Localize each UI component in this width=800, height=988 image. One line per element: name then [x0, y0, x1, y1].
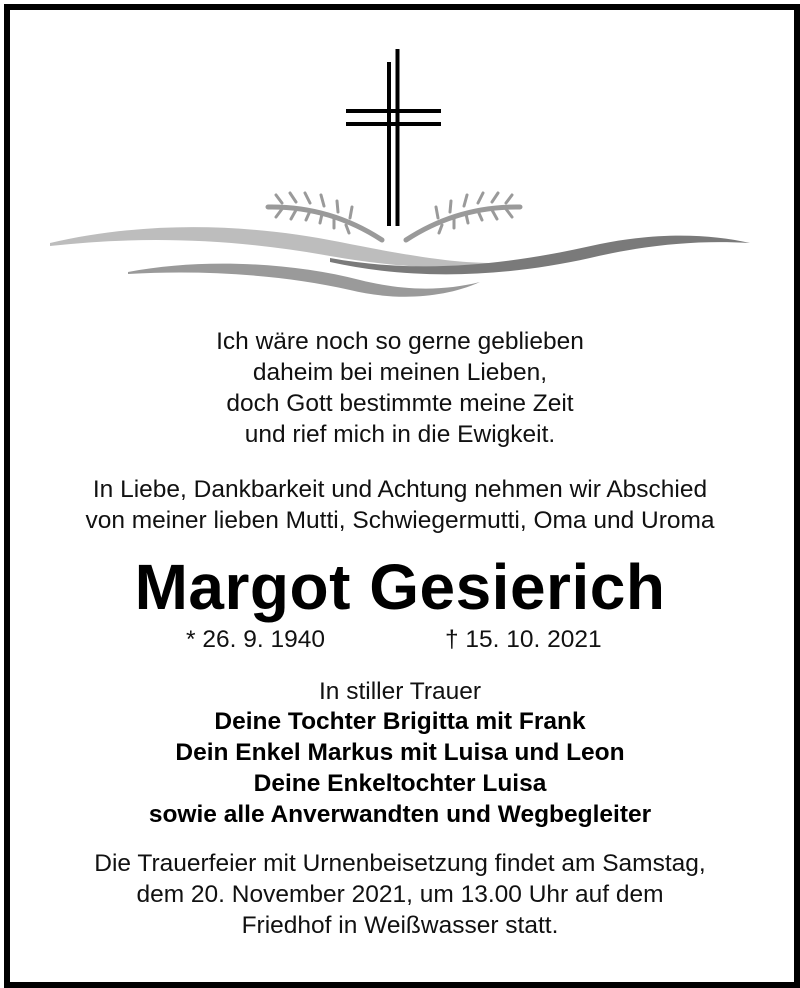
mourner-line: sowie alle Anverwandten und Wegbegleiter [148, 801, 652, 828]
deceased-name: Margot Gesierich [134, 551, 666, 623]
palm-branch-right-icon [406, 193, 520, 240]
poem [0, 326, 800, 450]
ceremony-line: Die Trauerfeier mit Urnenbeisetzung findet am Samstag, [94, 850, 706, 877]
poem-line: daheim bei meinen Lieben, [252, 359, 548, 386]
ceremony-info [0, 848, 800, 941]
intro-line: In Liebe, Dankbarkeit und Achtung nehmen wir Abschied [92, 476, 708, 503]
birth-date: * 26. 9. 1940 [186, 626, 325, 653]
death-date: † 15. 10. 2021 [445, 626, 602, 653]
intro-line: von meiner lieben Mutti, Schwiegermutti, Oma und Uroma [85, 507, 715, 534]
poem-line: Ich wäre noch so gerne geblieben [216, 328, 584, 355]
mourners-list [0, 706, 800, 830]
farewell-intro [0, 474, 800, 536]
ceremony-line: Friedhof in Weißwasser statt. [241, 912, 559, 939]
mourner-line: Deine Enkeltochter Luisa [253, 770, 547, 797]
poem-line: doch Gott bestimmte meine Zeit [226, 390, 574, 417]
mourner-line: Deine Tochter Brigitta mit Frank [214, 708, 586, 735]
poem-line: und rief mich in die Ewigkeit. [244, 421, 556, 448]
palm-branch-left-icon [268, 193, 382, 240]
wave-light [50, 227, 520, 268]
ornament [0, 0, 800, 310]
mourning-label: In stiller Trauer [318, 678, 482, 705]
ceremony-line: dem 20. November 2021, um 13.00 Uhr auf dem [136, 881, 664, 908]
mourner-line: Dein Enkel Markus mit Luisa und Leon [175, 739, 625, 766]
life-dates [0, 624, 800, 656]
cross-icon [346, 49, 441, 226]
